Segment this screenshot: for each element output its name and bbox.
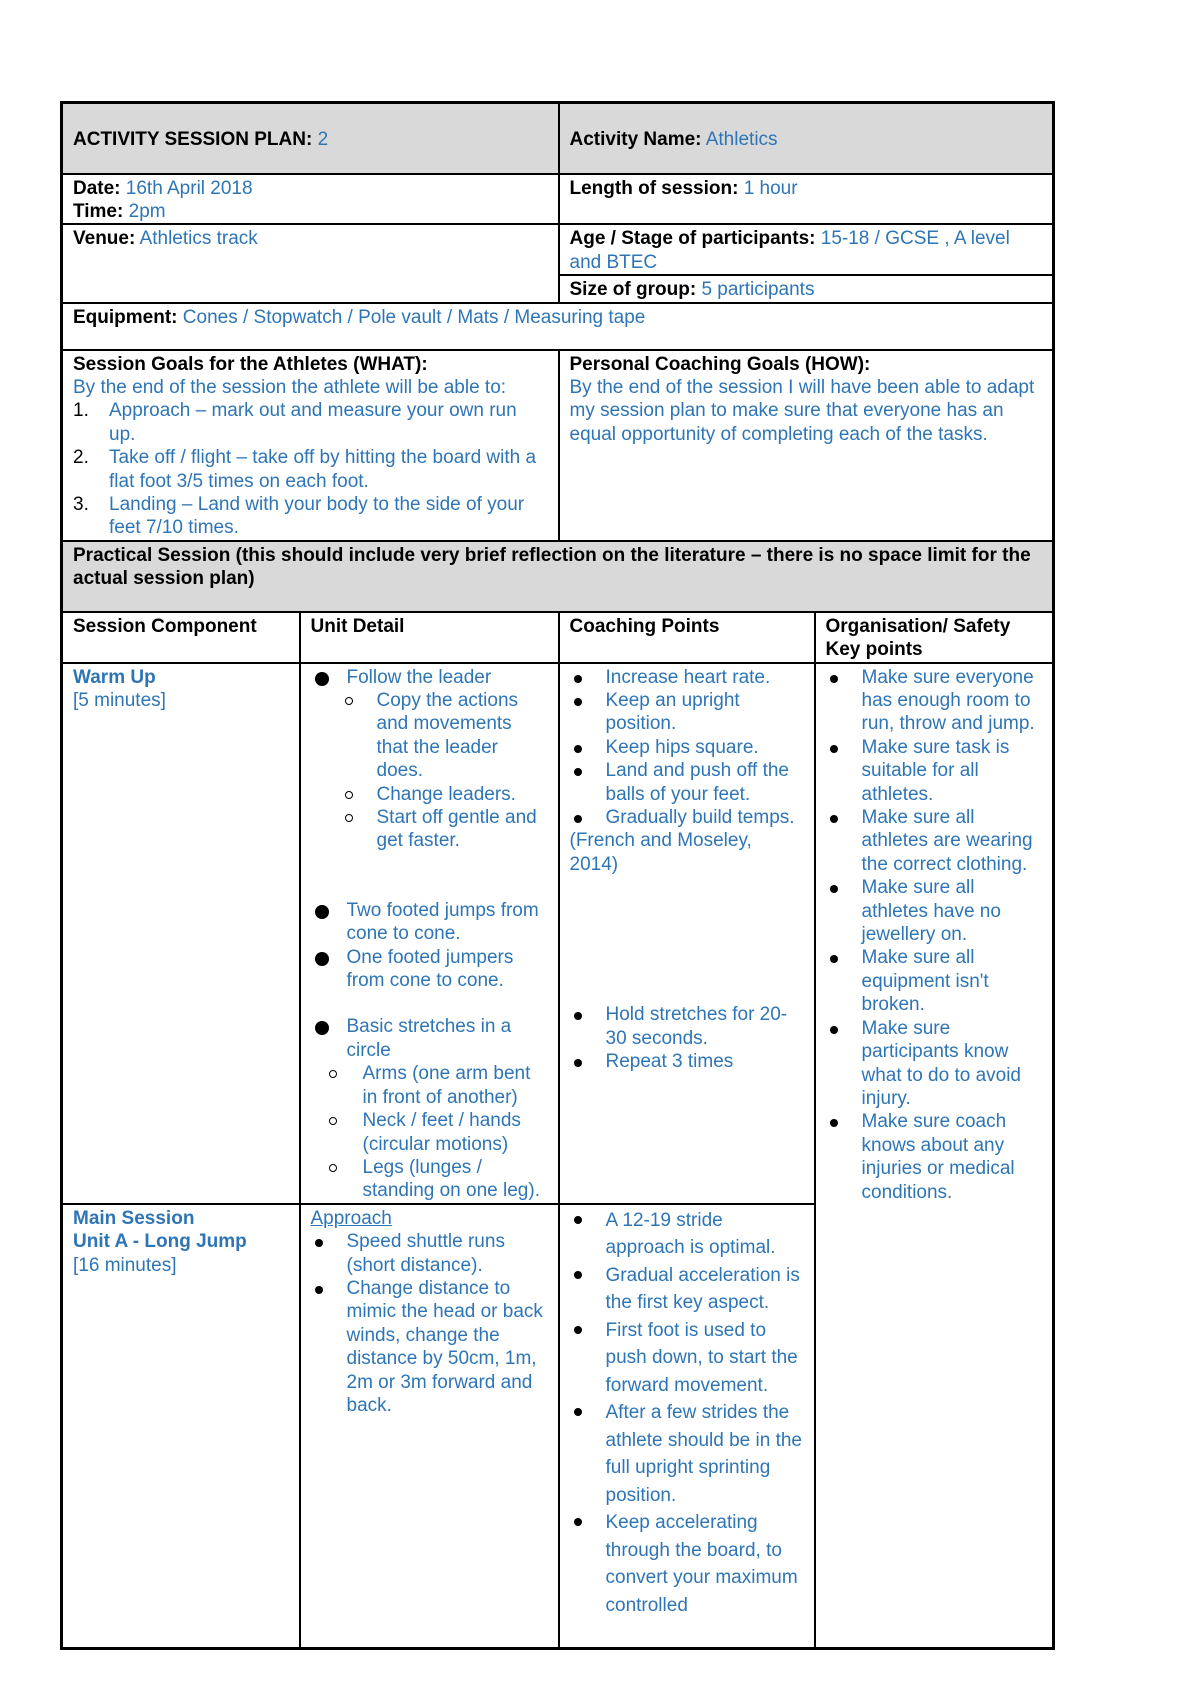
sub-list-item: Change leaders. — [311, 783, 548, 806]
list-item: Speed shuttle runs (short distance). — [311, 1230, 548, 1277]
main-coaching-cell — [559, 1204, 815, 1649]
time-label: Time: — [73, 200, 124, 222]
athlete-goals-intro: By the end of the session the athlete will be able to: — [73, 376, 507, 398]
list-item: Make sure task is suitable for all athletes. — [826, 736, 1043, 806]
venue-cell — [62, 224, 559, 302]
warmup-duration: [5 minutes] — [73, 690, 166, 711]
length-label: Length of session: — [569, 177, 739, 199]
session-plan-document — [60, 101, 1052, 1650]
list-item: Follow the leader — [311, 666, 548, 689]
session-plan-table — [60, 101, 1055, 1650]
length-value: 1 hour — [743, 177, 798, 199]
list-item: First foot is used to push down, to start the forward movement. — [570, 1317, 804, 1400]
equipment-cell — [62, 303, 1054, 350]
warmup-coaching-cell — [559, 663, 815, 1204]
list-item: One footed jumpers from cone to cone. — [311, 946, 548, 993]
sub-list-item: Arms (one arm bent in front of another) — [311, 1062, 548, 1109]
list-item: Repeat 3 times — [570, 1050, 804, 1073]
sub-list-item: Legs (lunges / standing on one leg). — [311, 1156, 548, 1203]
warmup-component-cell — [62, 663, 300, 1204]
list-item: Basic stretches in a circle — [311, 1015, 548, 1062]
venue-label: Venue: — [73, 228, 136, 250]
list-item: Keep accelerating through the board, to convert your maximum controlled — [570, 1509, 804, 1619]
plan-label: ACTIVITY SESSION PLAN: — [73, 128, 313, 150]
list-item: Keep hips square. — [570, 736, 804, 759]
length-cell — [559, 174, 1054, 225]
date-label: Date: — [73, 177, 121, 199]
athlete-goal-item: 1. Approach – mark out and measure your own run up. — [73, 400, 517, 445]
list-item: Gradually build temps. — [570, 806, 804, 829]
approach-heading: Approach — [310, 1207, 392, 1229]
list-item: A 12-19 stride approach is optimal. — [570, 1207, 804, 1262]
list-item: Change distance to mimic the head or back winds, change the distance by 50cm, 1m, 2m or 3m forward and back. — [311, 1277, 548, 1417]
coaching-goals-cell — [559, 350, 1054, 541]
list-item: Make sure all athletes are wearing the correct clothing. — [826, 806, 1043, 876]
coaching-goals-heading: Personal Coaching Goals (HOW): — [569, 353, 871, 375]
time-value: 2pm — [128, 200, 166, 222]
list-item: Two footed jumps from cone to cone. — [311, 899, 548, 946]
list-item: Make sure all equipment isn't broken. — [826, 946, 1043, 1016]
age-label: Age / Stage of participants: — [569, 228, 816, 250]
age-cell — [559, 224, 1054, 275]
list-item: Make sure all athletes have no jewellery on. — [826, 876, 1043, 946]
column-header: Unit Detail — [300, 612, 559, 663]
warmup-unit-cell — [300, 663, 559, 1204]
list-item: Increase heart rate. — [570, 666, 804, 689]
column-header: Organisation/ Safety Key points — [815, 612, 1054, 663]
main-subtitle: Unit A - Long Jump — [73, 1231, 247, 1253]
athlete-goals-cell — [62, 350, 559, 541]
athlete-goals-heading: Session Goals for the Athletes (WHAT): — [73, 353, 428, 375]
safety-cell — [815, 663, 1054, 1649]
size-label: Size of group: — [569, 279, 697, 301]
size-value: 5 participants — [701, 279, 815, 301]
athlete-goal-item: 3. Landing – Land with your body to the side of your feet 7/10 times. — [73, 493, 525, 539]
age-value: 15-18 / GCSE , A level and BTEC — [569, 228, 1010, 273]
list-item: Make sure participants know what to do to avoid injury. — [826, 1017, 1043, 1111]
date-time-cell — [62, 174, 559, 225]
sub-list-item: Copy the actions and movements that the leader does. — [311, 689, 548, 783]
column-header: Session Component — [62, 612, 300, 663]
warmup-title: Warm Up — [73, 666, 156, 688]
venue-value: Athletics track — [139, 228, 258, 250]
date-value: 16th April 2018 — [125, 177, 253, 199]
equipment-label: Equipment: — [73, 306, 178, 328]
sub-list-item: Neck / feet / hands (circular motions) — [311, 1109, 548, 1156]
list-item: Keep an upright position. — [570, 689, 804, 736]
list-item: Make sure everyone has enough room to run, throw and jump. — [826, 666, 1043, 736]
activity-name-cell — [559, 103, 1054, 174]
list-item: Make sure coach knows about any injuries or medical conditions. — [826, 1110, 1043, 1204]
column-header: Coaching Points — [559, 612, 815, 663]
list-item: Hold stretches for 20-30 seconds. — [570, 1003, 804, 1050]
plan-title-cell — [62, 103, 559, 174]
list-item: Land and push off the balls of your feet. — [570, 759, 804, 806]
group-size-cell — [559, 275, 1054, 302]
main-title: Main Session — [73, 1207, 195, 1229]
main-duration: [16 minutes] — [73, 1254, 177, 1276]
coaching-goals-text: By the end of the session I will have been able to adapt my session plan to make sure that everyone has an equal opportunity of completing each of the tasks. — [569, 376, 1035, 445]
activity-label: Activity Name: — [569, 128, 702, 150]
list-item: After a few strides the athlete should be in the full upright sprinting position. — [570, 1399, 804, 1509]
sub-list-item: Start off gentle and get faster. — [311, 806, 548, 853]
equipment-value: Cones / Stopwatch / Pole vault / Mats / Measuring tape — [182, 306, 646, 328]
main-component-cell — [62, 1204, 300, 1649]
citation: (French and Moseley, 2014) — [569, 830, 752, 875]
activity-name: Athletics — [705, 128, 778, 150]
practical-session-heading: Practical Session (this should include very brief reflection on the literature – there is no space limit for the actual session plan) — [62, 541, 1054, 612]
athlete-goal-item: 2. Take off / flight – take off by hitting the board with a flat foot 3/5 times on each foot. — [73, 447, 537, 492]
plan-number: 2 — [317, 128, 329, 150]
list-item: Gradual acceleration is the first key aspect. — [570, 1262, 804, 1317]
main-unit-cell — [300, 1204, 559, 1649]
